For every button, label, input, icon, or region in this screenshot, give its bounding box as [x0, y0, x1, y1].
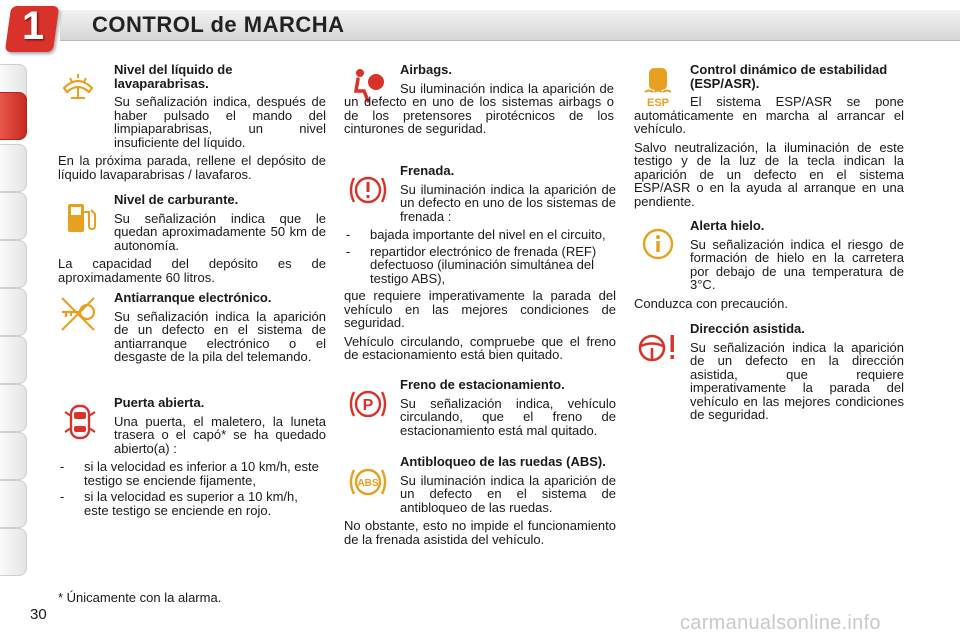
- entry-text: Su señalización indica la aparición de un defecto en el sistema de antiarranque electrónico o el desgaste de la pila del telemando.: [114, 308, 326, 364]
- chapter-tab[interactable]: [0, 336, 27, 384]
- chapter-tab[interactable]: [0, 384, 27, 432]
- entry-text: Conduzca con precaución.: [634, 295, 788, 311]
- chapter-tab[interactable]: [0, 192, 27, 240]
- chapter-tab-active[interactable]: [0, 92, 27, 140]
- entry-text: Vehículo circulando, compruebe que el freno de estacionamiento está bien quitado.: [344, 333, 616, 362]
- entry-text: Su iluminación indica la aparición de un defecto en uno de los sistemas de frenada :: [400, 181, 616, 224]
- fault-list: [344, 228, 616, 285]
- list-item: - bajada importante del nivel en el circuito,: [344, 228, 616, 242]
- entry-title: Freno de estacionamiento.: [400, 377, 565, 392]
- entry-abs: [344, 455, 616, 551]
- svg-text:P: P: [362, 397, 374, 414]
- entry-text: Una puerta, el maletero, la luneta trasera o el capó* se ha quedado abierto(a) :: [114, 413, 326, 456]
- page-number: 30: [30, 606, 47, 623]
- entry-parking-brake: [344, 378, 616, 442]
- entry-title: Airbags.: [400, 62, 453, 77]
- chapter-tab[interactable]: [0, 432, 27, 480]
- footnote: * Únicamente con la alarma.: [58, 590, 222, 605]
- entry-brakes: [344, 164, 616, 362]
- entry-text: Su señalización indica, después de haber pulsado el mando del limpiaparabrisas, un nivel insuficiente del líquido.: [114, 94, 326, 150]
- entry-washer-fluid: [58, 63, 326, 186]
- svg-text:ESP: ESP: [646, 97, 670, 108]
- entry-text: La capacidad del depósito es de aproximadamente 60 litros.: [58, 256, 326, 285]
- svg-text:ABS: ABS: [357, 478, 379, 489]
- entry-title: Nivel del líquido de lavaparabrisas.: [114, 62, 233, 91]
- list-item: - repartidor electrónico de frenada (REF) defectuoso (iluminación simultánea del testigo ABS),: [344, 245, 616, 286]
- entry-fuel-level: [58, 193, 326, 289]
- list-item: - si la velocidad es superior a 10 km/h, este testigo se enciende en rojo.: [58, 490, 326, 517]
- entry-power-steering: [634, 322, 904, 427]
- entry-text: El sistema ESP/ASR se pone automáticamente en marcha al arrancar el vehículo.: [634, 94, 904, 136]
- entry-text: Su señalización indica, vehículo circulando, que el freno de estacionamiento está mal quitado.: [400, 395, 616, 438]
- entry-title: Antiarranque electrónico.: [114, 290, 272, 305]
- entry-text: Su señalización indica el riesgo de formación de hielo en la carretera por debajo de una temperatura de 3°C.: [690, 236, 904, 292]
- entry-text: Su señalización indica que le quedan aproximadamente 50 km de autonomía.: [114, 210, 326, 253]
- page-title: CONTROL de MARCHA: [92, 12, 345, 37]
- entry-text: Salvo neutralización, la iluminación de este testigo y de la luz de la tecla indican la aparición de un defecto en el sistema ESP/ASR o en la ayuda al arranque en una pendiente.: [634, 139, 904, 209]
- chapter-tab[interactable]: [0, 144, 27, 192]
- chapter-tab[interactable]: [0, 480, 27, 528]
- watermark: carmanualsonline.info: [680, 612, 881, 634]
- entry-text: Su iluminación indica la aparición de un defecto en uno de los sistemas airbags o de los pretensores pirotécnicos de los cinturones de seguridad.: [344, 80, 614, 136]
- chapter-tab[interactable]: [0, 240, 27, 288]
- entry-text: En la próxima parada, rellene el depósito de líquido lavaparabrisas / lavafaros.: [58, 153, 326, 182]
- chapter-tab[interactable]: [0, 288, 27, 336]
- entry-immobiliser: [58, 291, 326, 364]
- entry-title: Dirección asistida.: [690, 321, 805, 336]
- entry-esp-asr: [634, 63, 904, 213]
- entry-airbags: [344, 63, 614, 141]
- chapter-number: 1: [22, 4, 45, 48]
- entry-text: Su iluminación indica la aparición de un defecto en el sistema de antibloqueo de las ruedas.: [400, 472, 616, 515]
- entry-title: Nivel de carburante.: [114, 192, 239, 207]
- page-header: [0, 0, 960, 46]
- entry-text: No obstante, esto no impide el funcionamiento de la frenada asistida del vehículo.: [344, 518, 616, 547]
- entry-text: que requiere imperativamente la parada del vehículo en las mejores condiciones de seguridad.: [344, 288, 616, 330]
- list-item: - si la velocidad es inferior a 10 km/h, este testigo se enciende fijamente,: [58, 460, 326, 487]
- entry-title: Puerta abierta.: [114, 395, 205, 410]
- entry-door-open: [58, 396, 326, 521]
- entry-title: Antibloqueo de las ruedas (ABS).: [400, 454, 606, 469]
- entry-text: Su señalización indica la aparición de un defecto en la dirección asistida, que requiere imperativamente la parada del vehículo en las mejores condiciones de seguridad.: [690, 339, 904, 422]
- entry-ice-alert: [634, 219, 904, 315]
- chapter-tab[interactable]: [0, 528, 27, 576]
- chapter-tabs: [0, 64, 30, 576]
- entry-title: Control dinámico de estabilidad (ESP/ASR).: [690, 62, 888, 91]
- entry-title: Frenada.: [400, 163, 455, 178]
- condition-list: [58, 460, 326, 517]
- entry-title: Alerta hielo.: [690, 218, 765, 233]
